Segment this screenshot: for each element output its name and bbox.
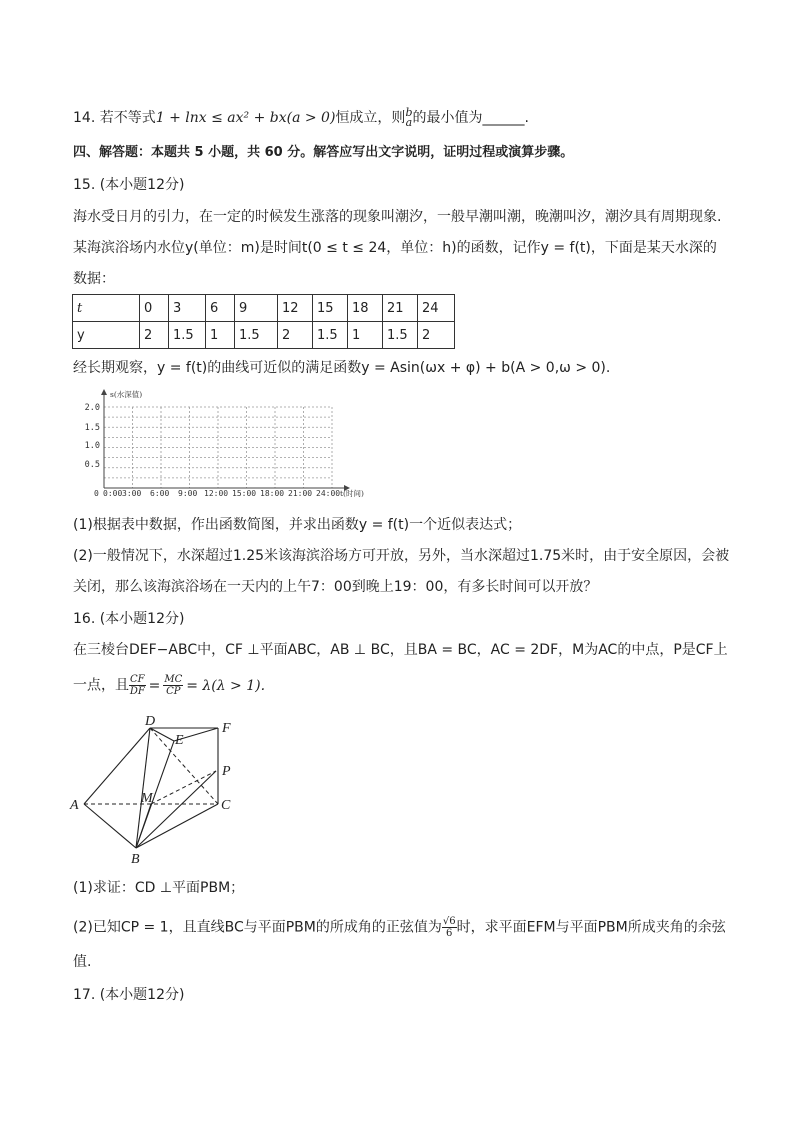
- q15-header: 15. (本小题12分): [73, 177, 185, 193]
- vertex-label-d: D: [145, 714, 156, 729]
- q14-inequality: 1 + lnx ≤ ax² + bx(a > 0): [155, 110, 336, 126]
- table-cell: 18: [348, 295, 383, 322]
- q16-fraction-cf-df: [129, 674, 146, 697]
- q16-part2b: 值.: [73, 954, 92, 970]
- q15-part1: (1)根据表中数据，作出函数简图，并求出函数y = f(t)一个近似表达式；: [73, 517, 522, 533]
- vertex-label-b: B: [131, 852, 140, 867]
- vertex-label-f: F: [222, 721, 231, 736]
- q16-sqrt-fraction: [442, 916, 457, 939]
- table-cell: 6: [206, 295, 235, 322]
- grid-lines: [104, 407, 332, 488]
- vertex-label-c: C: [221, 798, 231, 813]
- table-cell: 15: [313, 295, 348, 322]
- table-cell: t: [73, 295, 140, 322]
- x-tick-label: 15:00: [232, 489, 257, 498]
- frac-denominator: 6: [446, 928, 453, 939]
- q15-line4: 经长期观察，y = f(t)的曲线可近似的满足函数y = Asin(ωx + φ) + b(A > 0,ω > 0).: [73, 360, 611, 376]
- frac-denominator: DF: [129, 686, 145, 697]
- frustum-figure: [66, 710, 246, 870]
- table-cell: 1.5: [235, 322, 278, 349]
- y-tick-labels: [85, 403, 100, 470]
- vertex-label-m: M: [141, 791, 153, 806]
- x-tick-labels: [94, 489, 340, 498]
- q16-fraction-mc-cp: [163, 674, 183, 697]
- q14-frac-num: b: [405, 106, 413, 119]
- q14-prefix: 14. 若不等式: [73, 110, 156, 126]
- table-cell: 12: [278, 295, 313, 322]
- y-tick-label: 1.5: [84, 423, 100, 433]
- q15-line3: 数据：: [73, 271, 115, 287]
- x-tick-label: 18:00: [260, 489, 285, 498]
- q16-line1: 在三棱台DEF−ABC中，CF ⊥平面ABC，AB ⊥ BC，且BA = BC，AC = 2DF，M为AC的中点，P是CF上: [73, 642, 728, 658]
- y-axis-arrow-icon: [101, 389, 107, 395]
- frac-numerator: CF: [130, 674, 145, 685]
- question-14: [73, 108, 529, 128]
- frac-numerator: √6: [442, 916, 456, 927]
- vertex-label-p: P: [222, 764, 231, 779]
- q16-part1: (1)求证：CD ⊥平面PBM；: [73, 880, 245, 896]
- q16-equals: =: [148, 677, 161, 694]
- y-axis-label: s(水深值): [110, 390, 143, 399]
- q15-part2b: 关闭，那么该海滨浴场在一天内的上午7：00到晚上19：00，有多长时间可以开放？: [73, 579, 598, 595]
- depth-data-table: [72, 294, 455, 349]
- table-cell: 0: [140, 295, 169, 322]
- q14-frac-den: a: [405, 116, 413, 129]
- x-tick-label: 0:00: [103, 489, 123, 498]
- q15-line1: 海水受日月的引力，在一定的时候发生涨落的现象叫潮汐，一般早潮叫潮，晚潮叫汐，潮汐具有周期现象.: [73, 209, 722, 225]
- q15-line2: 某海滨浴场内水位y(单位：m)是时间t(0 ≤ t ≤ 24，单位：h)的函数，记作y = f(t)，下面是某天水深的: [73, 240, 717, 256]
- q14-mid: 恒成立，则: [335, 110, 406, 126]
- q16-line2-prefix: 一点，且: [73, 677, 129, 694]
- table-cell: 1: [206, 322, 235, 349]
- frac-numerator: MC: [164, 674, 183, 685]
- table-cell: 2: [418, 322, 455, 349]
- q16-part2: [73, 916, 726, 939]
- q17-header: 17. (本小题12分): [73, 987, 185, 1003]
- q16-header: 16. (本小题12分): [73, 611, 185, 627]
- x-tick-label: 24:00: [316, 489, 341, 498]
- table-cell: 1: [348, 322, 383, 349]
- x-tick-label: 12:00: [204, 489, 229, 498]
- x-tick-label: 6:00: [150, 489, 170, 498]
- y-tick-label: 2.0: [84, 403, 100, 413]
- q16-part2-suffix: 时，求平面EFM与平面PBM所成夹角的余弦: [456, 919, 726, 936]
- vertex-label-e: E: [175, 733, 184, 748]
- table-cell: 24: [418, 295, 455, 322]
- x-tick-label: 3:00: [122, 489, 142, 498]
- table-cell: 1.5: [383, 322, 418, 349]
- q16-line2: [73, 674, 265, 697]
- table-cell: y: [73, 322, 140, 349]
- table-cell: 1.5: [169, 322, 206, 349]
- vertex-label-a: A: [70, 798, 79, 813]
- q14-suffix: 的最小值为______.: [412, 110, 529, 126]
- table-cell: 2: [278, 322, 313, 349]
- q16-part2-prefix: (2)已知CP = 1，且直线BC与平面PBM的所成角的正弦值为: [73, 919, 442, 936]
- table-cell: 2: [140, 322, 169, 349]
- y-tick-label: 1.0: [84, 441, 100, 451]
- table-row: [73, 322, 455, 349]
- x-tick-label: 21:00: [288, 489, 313, 498]
- depth-grid: [82, 385, 382, 500]
- x-tick-label: 9:00: [178, 489, 198, 498]
- x-tick-label: 0: [94, 489, 99, 498]
- q16-line2-suffix: = λ(λ > 1).: [186, 677, 266, 694]
- frac-denominator: CP: [166, 686, 181, 697]
- q15-part2a: (2)一般情况下，水深超过1.25米该海滨浴场方可开放，另外，当水深超过1.75米时，由于安全原因，会被: [73, 548, 730, 564]
- x-axis-label: t(时间): [340, 489, 364, 498]
- section-4-title: 四、解答题：本题共 5 小题，共 60 分。解答应写出文字说明，证明过程或演算步骤。: [73, 145, 574, 160]
- table-row: [73, 295, 455, 322]
- table-cell: 1.5: [313, 322, 348, 349]
- y-tick-label: 0.5: [84, 460, 100, 470]
- table-cell: 21: [383, 295, 418, 322]
- table-cell: 9: [235, 295, 278, 322]
- table-cell: 3: [169, 295, 206, 322]
